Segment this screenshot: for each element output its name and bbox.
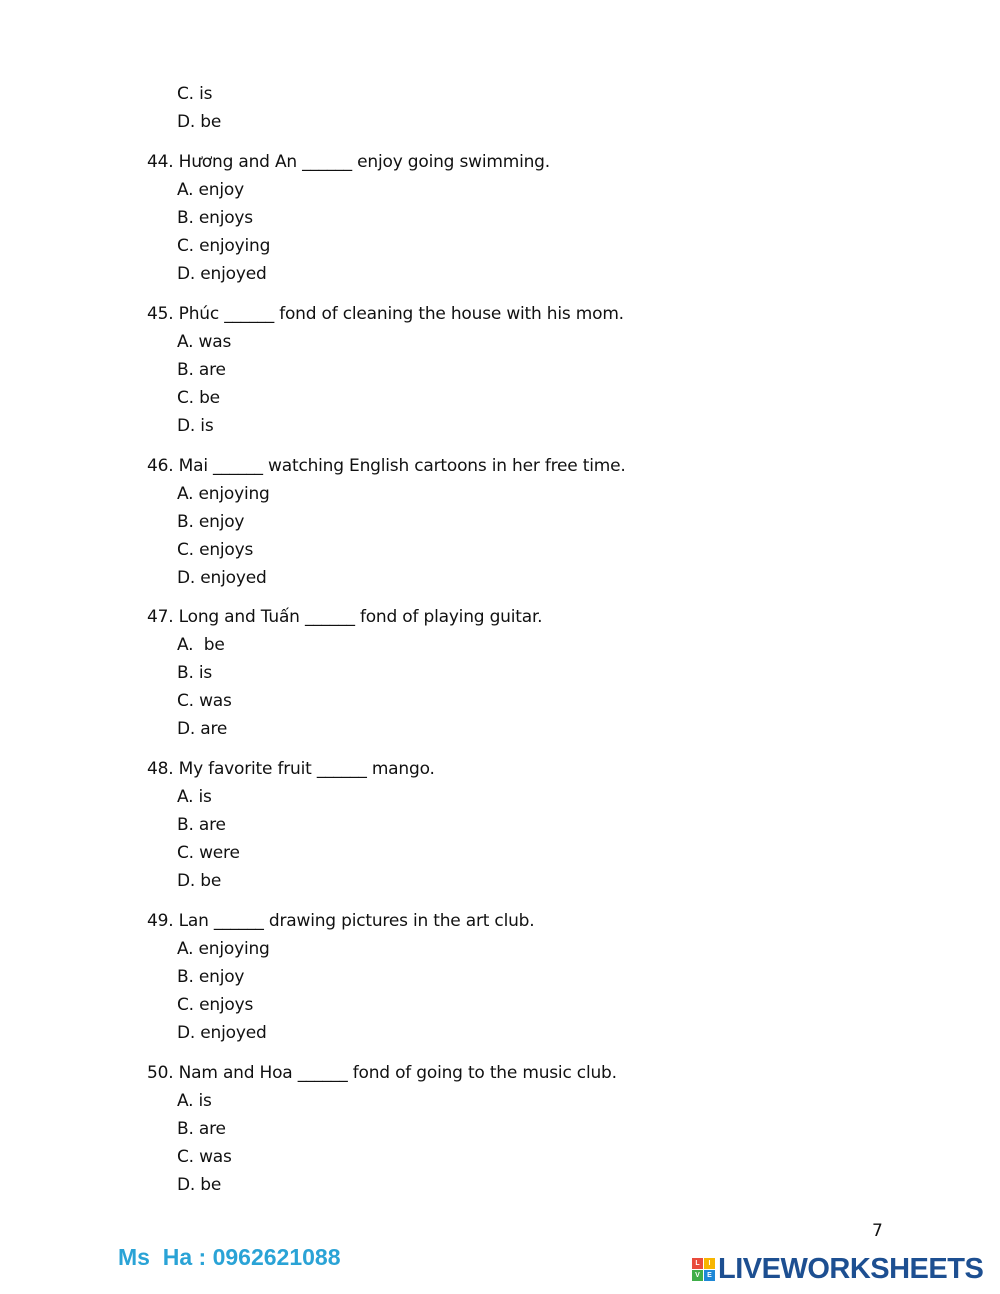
option-46-b[interactable]: B. enjoy (177, 512, 245, 532)
option-50-a[interactable]: A. is (177, 1091, 212, 1111)
option-45-d[interactable]: D. is (177, 416, 214, 436)
option-47-c[interactable]: C. was (177, 691, 232, 711)
question-47: 47. Long and Tuấn ______ fond of playing guitar. (147, 607, 543, 627)
option-45-c[interactable]: C. be (177, 388, 220, 408)
option-44-d[interactable]: D. enjoyed (177, 264, 267, 284)
teacher-contact: Ms Ha : 0962621088 (118, 1244, 341, 1270)
liveworksheets-logo[interactable] (692, 1254, 983, 1284)
question-46: 46. Mai ______ watching English cartoons in her free time. (147, 456, 626, 476)
option-45-a[interactable]: A. was (177, 332, 232, 352)
option-47-a[interactable]: A. be (177, 635, 225, 655)
option-46-d[interactable]: D. enjoyed (177, 568, 267, 588)
logo-tile-e: E (704, 1270, 715, 1281)
option-43-c[interactable]: C. is (177, 84, 213, 104)
option-49-a[interactable]: A. enjoying (177, 939, 270, 959)
page-number: 7 (872, 1221, 883, 1241)
option-48-c[interactable]: C. were (177, 843, 240, 863)
option-48-a[interactable]: A. is (177, 787, 212, 807)
liveworksheets-logo-icon (692, 1258, 715, 1281)
option-50-c[interactable]: C. was (177, 1147, 232, 1167)
logo-tile-v: V (692, 1270, 703, 1281)
option-48-b[interactable]: B. are (177, 815, 226, 835)
option-48-d[interactable]: D. be (177, 871, 222, 891)
logo-tile-i: I (704, 1258, 715, 1269)
option-49-d[interactable]: D. enjoyed (177, 1023, 267, 1043)
option-47-b[interactable]: B. is (177, 663, 213, 683)
question-45: 45. Phúc ______ fond of cleaning the house with his mom. (147, 304, 624, 324)
option-47-d[interactable]: D. are (177, 719, 228, 739)
question-50: 50. Nam and Hoa ______ fond of going to the music club. (147, 1063, 617, 1083)
question-49: 49. Lan ______ drawing pictures in the art club. (147, 911, 535, 931)
option-49-b[interactable]: B. enjoy (177, 967, 245, 987)
option-46-a[interactable]: A. enjoying (177, 484, 270, 504)
option-43-d[interactable]: D. be (177, 112, 222, 132)
option-45-b[interactable]: B. are (177, 360, 226, 380)
option-50-b[interactable]: B. are (177, 1119, 226, 1139)
option-46-c[interactable]: C. enjoys (177, 540, 254, 560)
option-44-a[interactable]: A. enjoy (177, 180, 244, 200)
option-44-b[interactable]: B. enjoys (177, 208, 253, 228)
question-44: 44. Hương and An ______ enjoy going swimming. (147, 152, 550, 172)
option-50-d[interactable]: D. be (177, 1175, 222, 1195)
logo-tile-l: L (692, 1258, 703, 1269)
question-48: 48. My favorite fruit ______ mango. (147, 759, 435, 779)
option-44-c[interactable]: C. enjoying (177, 236, 271, 256)
option-49-c[interactable]: C. enjoys (177, 995, 254, 1015)
brand-name: LIVEWORKSHEETS (718, 1253, 984, 1285)
